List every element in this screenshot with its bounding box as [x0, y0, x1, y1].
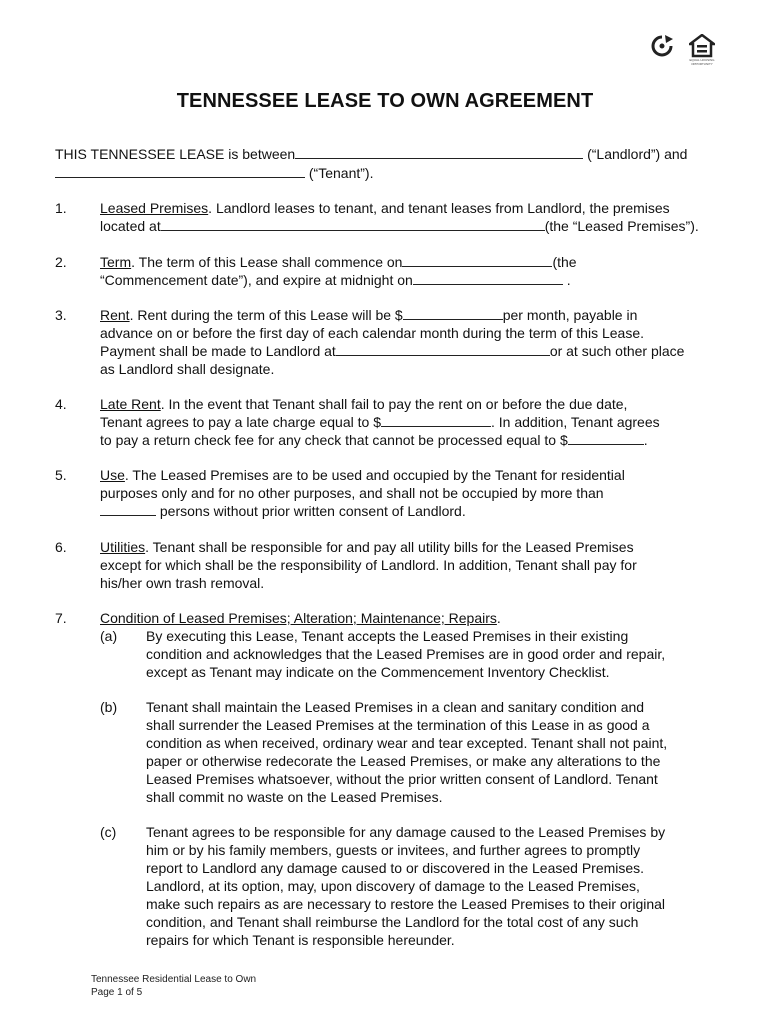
subsection-c-line: condition, and Tenant shall reimburse the Landlord for the total cost of any such	[146, 914, 639, 930]
equal-housing-logo	[684, 34, 720, 66]
section-heading: Late Rent	[100, 396, 161, 412]
section-2-line-2: “Commencement date”), and expire at midnight on .	[100, 272, 571, 288]
subsection-c-line: make such repairs as are necessary to restore the Leased Premises to their original	[146, 896, 666, 912]
page-footer	[91, 973, 256, 999]
subsection-a-line: condition and acknowledges that the Leased Premises are in good order and repair,	[146, 646, 666, 662]
subsection-c-line: report to Landlord any damage caused to or discovered in the Leased Premises.	[146, 860, 645, 876]
section-heading: Use	[100, 467, 125, 483]
subsection-label: (c)	[100, 824, 117, 840]
return-check-fee-field[interactable]	[568, 432, 644, 445]
section-4-line-3: to pay a return check fee for any check that cannot be processed equal to $ .	[100, 432, 648, 448]
section-number: 1.	[55, 200, 67, 216]
expiration-date-field[interactable]	[413, 272, 563, 285]
rent-amount-field[interactable]	[403, 307, 503, 320]
section-heading: Utilities	[100, 539, 146, 555]
section-number: 6.	[55, 539, 67, 555]
section-heading: Rent	[100, 307, 130, 323]
accessibility-refresh-icon	[650, 34, 674, 58]
equal-housing-icon	[689, 34, 715, 58]
section-4-line-1: Late Rent. In the event that Tenant shall fail to pay the rent on or before the due date,	[100, 396, 628, 412]
section-4-line-2: Tenant agrees to pay a late charge equal to $ . In addition, Tenant agrees	[100, 414, 660, 430]
subsection-b-line: Leased Premises whatsoever, without the prior written consent of Landlord. Tenant	[146, 771, 658, 787]
section-6-line-1: Utilities. Tenant shall be responsible for and pay all utility bills for the Leased Premises	[100, 539, 634, 555]
subsection-a-line: except as Tenant may indicate on the Commencement Inventory Checklist.	[146, 664, 610, 680]
subsection-label: (a)	[100, 628, 118, 644]
subsection-b-line: shall commit no waste on the Leased Premises.	[146, 789, 443, 805]
section-number: 5.	[55, 467, 67, 483]
section-number: 3.	[55, 307, 67, 323]
document-title: TENNESSEE LEASE TO OWN AGREEMENT	[176, 90, 594, 112]
subsection-label: (b)	[100, 699, 118, 715]
subsection-c-line: him or by his family members, guests or invitees, and further agrees to promptly	[146, 842, 641, 858]
commencement-date-field[interactable]	[402, 254, 552, 267]
eho-caption: EQUAL HOUSING OPPORTUNITY	[689, 58, 715, 66]
subsection-b-line: Tenant shall maintain the Leased Premises in a clean and sanitary condition and	[146, 699, 645, 715]
section-2-line-1: Term. The term of this Lease shall commence on (the	[100, 254, 577, 270]
section-number: 7.	[55, 610, 67, 626]
section-6-line-3: his/her own trash removal.	[100, 575, 265, 591]
section-7-line-1: Condition of Leased Premises; Alteration; Maintenance; Repairs.	[100, 610, 501, 626]
payment-address-field[interactable]	[336, 343, 550, 356]
tenant-name-field[interactable]	[55, 165, 305, 178]
subsection-c-line: Landlord, at its option, may, upon discovery of damage to the Leased Premises,	[146, 878, 640, 894]
section-heading: Leased Premises	[100, 200, 209, 216]
subsection-c-line: Tenant agrees to be responsible for any damage caused to the Leased Premises by	[146, 824, 666, 840]
subsection-b-line: shall surrender the Leased Premises at the termination of this Lease in as good a	[146, 717, 650, 733]
section-5-line-2: purposes only and for no other purposes, and shall not be occupied by more than	[100, 485, 604, 501]
subsection-b-line: paper or otherwise redecorate the Leased Premises, or make any alterations to the	[146, 753, 661, 769]
section-5-line-3: persons without prior written consent of Landlord.	[100, 502, 466, 520]
intro-line-1: THIS TENNESSEE LEASE is between (“Landlord”) and	[55, 146, 688, 162]
logo-area	[650, 34, 720, 66]
section-6-line-2: except for which shall be the responsibility of Landlord. In addition, Tenant shall pay for	[100, 557, 637, 573]
premises-address-field[interactable]	[161, 218, 545, 231]
section-3-line-3: Payment shall be made to Landlord at or at such other place	[100, 343, 685, 359]
section-3-line-4: as Landlord shall designate.	[100, 361, 275, 377]
occupant-count-field[interactable]	[100, 503, 156, 516]
section-1-line-1: Leased Premises. Landlord leases to tenant, and tenant leases from Landlord, the premises	[100, 200, 670, 216]
section-5-line-1: Use. The Leased Premises are to be used and occupied by the Tenant for residential	[100, 467, 625, 483]
late-charge-field[interactable]	[381, 414, 491, 427]
subsection-a-line: By executing this Lease, Tenant accepts the Leased Premises in their existing	[146, 628, 629, 644]
footer-page-number: Page 1 of 5	[91, 987, 143, 998]
section-heading: Term	[100, 254, 132, 270]
landlord-name-field[interactable]	[295, 146, 583, 159]
section-number: 2.	[55, 254, 67, 270]
section-number: 4.	[55, 396, 67, 412]
subsection-b-line: condition as when received, ordinary wear and tear excepted. Tenant shall not paint,	[146, 735, 668, 751]
section-3-line-1: Rent. Rent during the term of this Lease will be $ per month, payable in	[100, 307, 638, 323]
footer-doc-name: Tennessee Residential Lease to Own	[91, 974, 257, 985]
intro-line-2: (“Tenant”).	[55, 164, 373, 182]
section-heading: Condition of Leased Premises; Alteration; Maintenance; Repairs	[100, 610, 497, 626]
section-1-line-2: located at (the “Leased Premises”).	[100, 218, 699, 234]
section-3-line-2: advance on or before the first day of each calendar month during the term of this Lease.	[100, 325, 644, 341]
subsection-c-line: repairs for which Tenant is responsible hereunder.	[146, 932, 455, 948]
